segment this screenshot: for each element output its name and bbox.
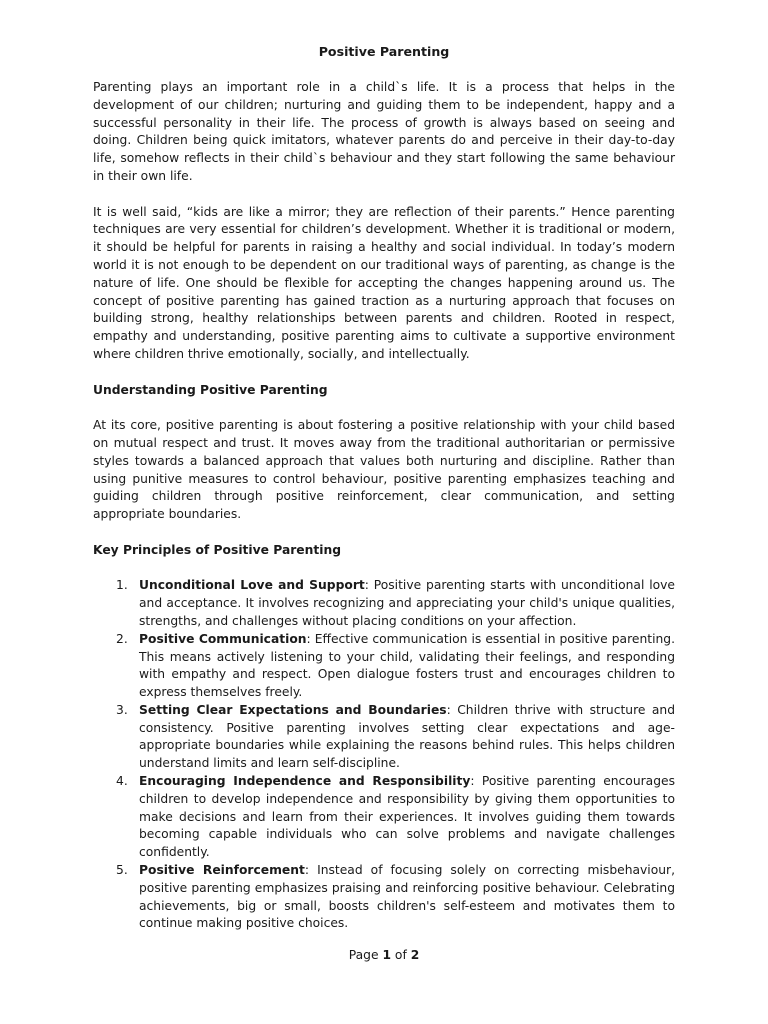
principles-list: [93, 577, 675, 933]
principle-item: [93, 702, 675, 773]
page-label: Page: [348, 948, 379, 962]
document-body: [93, 79, 675, 933]
principle-term: Encouraging Independence and Responsibility: [139, 774, 471, 789]
principle-item: [93, 577, 675, 630]
principle-item: [93, 862, 675, 933]
principle-term: Unconditional Love and Support: [139, 578, 365, 593]
principle-number: 2.: [116, 631, 128, 646]
principle-text: : Children thrive with structure and consistency. Positive parenting involves setting clear expectations and age-appropriate boundaries while explaining the reasons behind rules. This helps children understand limits and learn self-discipline.: [139, 702, 675, 771]
principle-item: [93, 773, 675, 862]
page-footer: [0, 947, 768, 963]
principle-item: [93, 631, 675, 702]
principle-number: 5.: [116, 863, 128, 878]
page-of-label: of: [394, 948, 407, 962]
total-pages-number: 2: [410, 948, 420, 962]
understanding-paragraph: At its core, positive parenting is about fostering a positive relationship with your child based on mutual respect and trust. It moves away from the traditional authoritarian or permissive styles towards a balanced approach that values both nurturing and discipline. Rather than using punitive measures to control behaviour, positive parenting emphasizes teaching and guiding children through positive reinforcement, clear communication, and setting appropriate boundaries.: [93, 418, 675, 522]
principle-number: 1.: [116, 578, 128, 593]
principle-text: : Effective communication is essential in positive parenting. This means actively listening to your child, validating their feelings, and responding with empathy and respect. Open dialogue fosters trust and encourages children to express themselves freely.: [139, 631, 675, 700]
principle-text: : Positive parenting starts with unconditional love and acceptance. It involves recognizing and appreciating your child's unique qualities, strengths, and challenges without placing conditions on your affection.: [139, 578, 675, 628]
principle-term: Setting Clear Expectations and Boundaries: [139, 702, 447, 717]
principle-text: : Positive parenting encourages children to develop independence and responsibility by giving them opportunities to make decisions and learn from their experiences. It involves guiding them towards becoming capable individuals who can solve problems and navigate challenges confidently.: [139, 774, 675, 860]
principle-number: 3.: [116, 702, 128, 717]
section-heading-key-principles: Key Principles of Positive Parenting: [93, 542, 342, 557]
principle-term: Positive Reinforcement: [139, 863, 305, 878]
intro-paragraph-1: Parenting plays an important role in a child`s life. It is a process that helps in the development of our children; nurturing and guiding them to be independent, happy and a successful personality in their life. The process of growth is always based on seeing and doing. Children being quick imitators, whatever parents do and perceive in their day-to-day life, somehow reflects in their child`s behaviour and they start following the same behaviour in their own life.: [93, 80, 675, 183]
document-title: Positive Parenting: [318, 44, 450, 59]
intro-paragraph-2: It is well said, “kids are like a mirror; they are reflection of their parents.” Hence parenting techniques are very essential for children’s development. Whether it is traditional or modern, it should be helpful for parents in raising a healthy and social individual. In today’s modern world it is not enough to be dependent on our traditional ways of parenting, as change is the nature of life. One should be flexible for accepting the changes happening around us. The concept of positive parenting has gained traction as a nurturing approach that focuses on building strong, healthy relationships between parents and children. Rooted in respect, empathy and understanding, positive parenting aims to cultivate a supportive environment where children thrive emotionally, socially, and intellectually.: [93, 204, 675, 361]
principle-number: 4.: [116, 774, 128, 789]
section-heading-understanding: Understanding Positive Parenting: [93, 382, 328, 397]
current-page-number: 1: [382, 948, 391, 962]
principle-text: : Instead of focusing solely on correcting misbehaviour, positive parenting emphasizes praising and reinforcing positive behaviour. Celebrating achievements, big or small, boosts children's self-esteem and motivates them to continue making positive choices.: [139, 863, 675, 931]
principle-term: Positive Communication: [139, 631, 307, 646]
